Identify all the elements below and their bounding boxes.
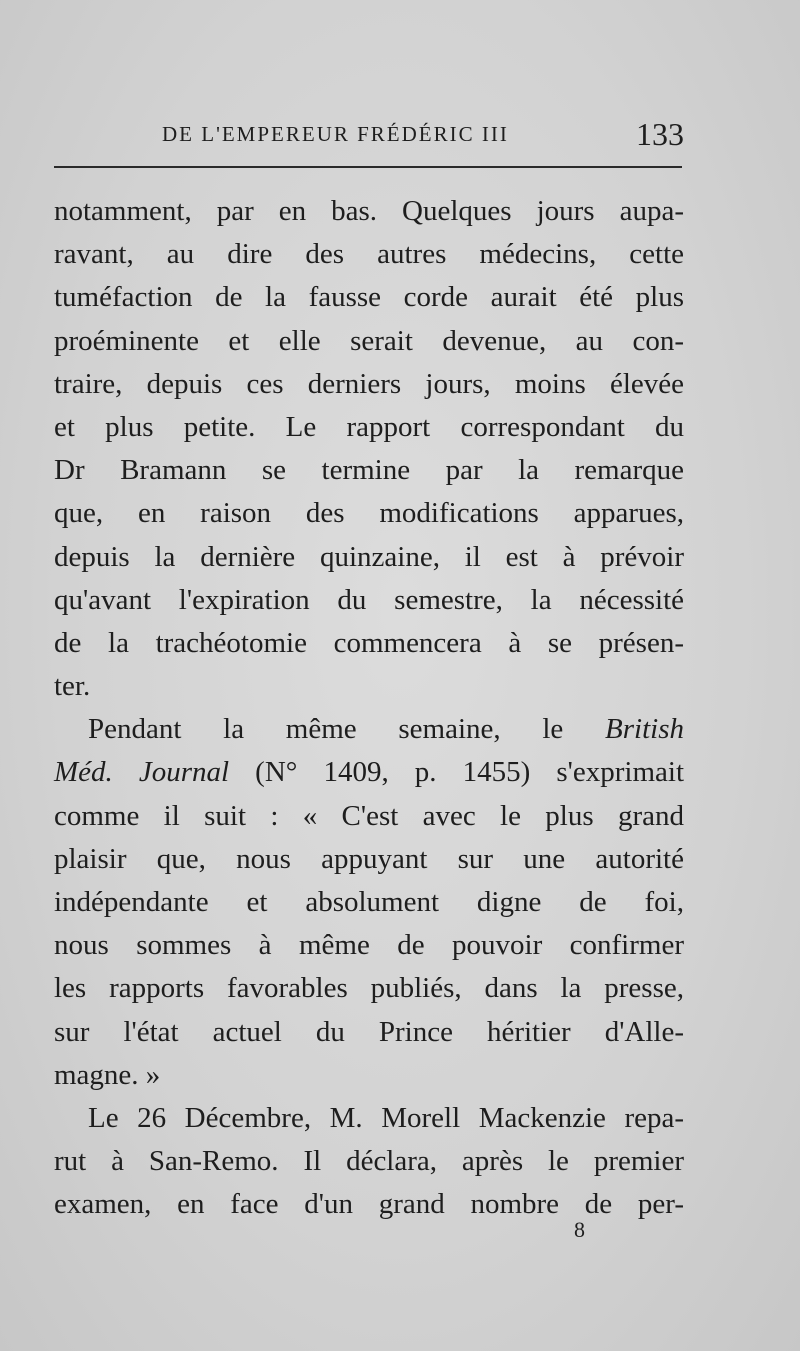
text-line: qu'avant l'expiration du semestre, la nécessité <box>54 583 684 616</box>
running-title: DE L'EMPEREUR FRÉDÉRIC III <box>162 122 509 146</box>
text-line: tuméfaction de la fausse corde aurait été plus <box>54 281 684 314</box>
text-line: ter. <box>54 670 91 703</box>
text-run: Pendant la même semaine, le <box>88 713 564 746</box>
text-line: Dr Bramann se termine par la remarque <box>54 454 684 487</box>
text-line: magne. » <box>54 1058 161 1091</box>
text-line: Le 26 Décembre, M. Morell Mackenzie repa- <box>88 1101 684 1134</box>
text-line: comme il suit : « C'est avec le plus grand <box>54 799 684 832</box>
text-line: de la trachéotomie commencera à se présen- <box>54 626 684 659</box>
text-line: que, en raison des modifications apparues, <box>54 497 684 530</box>
text-line: depuis la dernière quinzaine, il est à prévoir <box>54 540 684 573</box>
text-line: traire, depuis ces derniers jours, moins élevée <box>54 367 684 400</box>
text-line: sur l'état actuel du Prince héritier d'Alle- <box>54 1015 684 1048</box>
text-line: indépendante et absolument digne de foi, <box>54 886 684 918</box>
text-line: nous sommes à même de pouvoir confirmer <box>54 929 684 962</box>
text-line: plaisir que, nous appuyant sur une autorité <box>54 842 684 875</box>
text-line: proéminente et elle serait devenue, au con- <box>54 324 684 357</box>
text-line: ravant, au dire des autres médecins, cette <box>54 238 684 271</box>
running-head <box>54 116 684 156</box>
text-line: examen, en face d'un grand nombre de per- <box>54 1188 684 1221</box>
text-line <box>54 751 684 794</box>
journal-title-italic: British <box>605 713 684 746</box>
text-line: notamment, par en bas. Quelques jours aupa- <box>54 195 684 227</box>
text-line: les rapports favorables publiés, dans la presse, <box>54 972 684 1005</box>
journal-title-italic: Méd. Journal <box>54 756 230 789</box>
body-text <box>54 190 684 1227</box>
page-number: 133 <box>636 116 684 152</box>
text-line: rut à San-Remo. Il déclara, après le premier <box>54 1145 684 1178</box>
signature-mark: 8 <box>574 1217 585 1242</box>
text-line <box>54 708 684 751</box>
text-line: et plus petite. Le rapport correspondant du <box>54 410 684 443</box>
text-run: (N° 1409, p. 1455) s'exprimait <box>255 756 684 789</box>
header-rule <box>54 166 682 168</box>
